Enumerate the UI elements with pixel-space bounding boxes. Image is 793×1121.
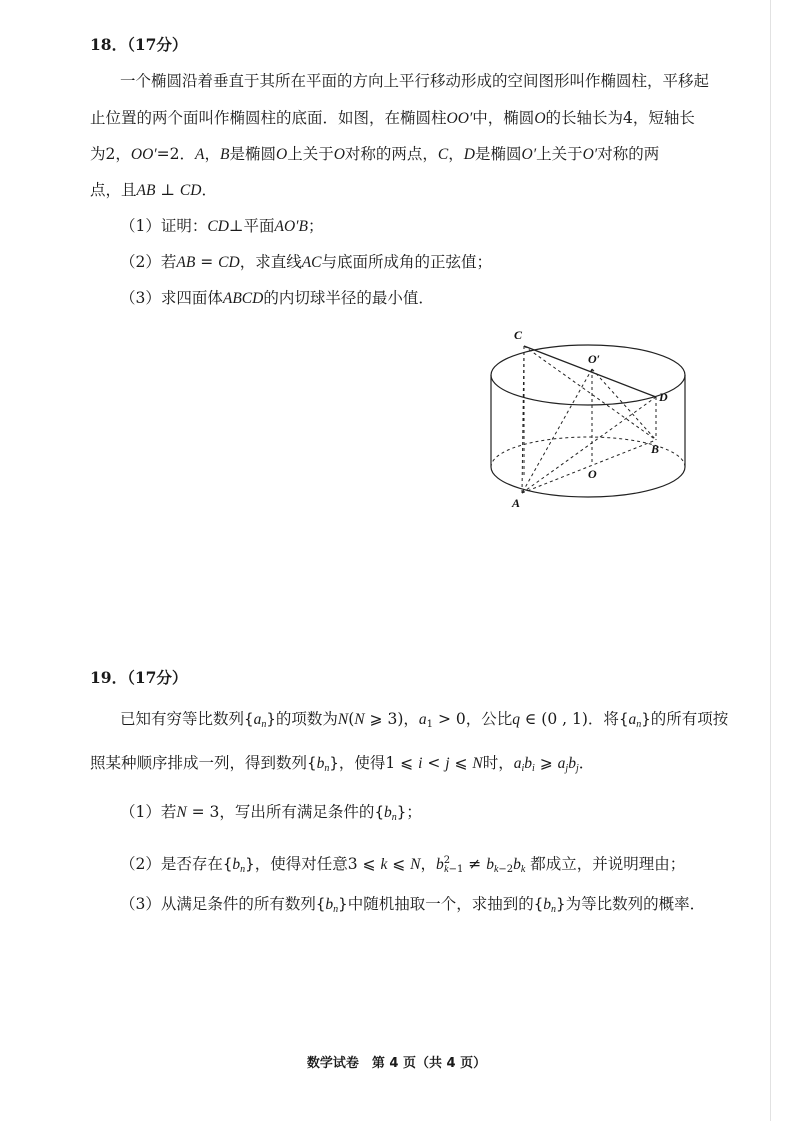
q18-intro-line-4: 点，且AB ⊥ CD． <box>90 181 217 199</box>
text: ， <box>403 710 419 728</box>
text: 上关于 <box>287 145 334 163</box>
q18-part-1: （1）证明：CD⊥平面AO′B； <box>120 217 324 235</box>
text: 点，且 <box>90 181 137 199</box>
text: 止位置的两个面叫作椭圆柱的底面．如图，在椭圆柱 <box>90 109 447 127</box>
q18-intro-line-3: 为2，OO′=2．A，B是椭圆O上关于O对称的两点，C，D是椭圆O′上关于O′对称的两 <box>90 145 660 163</box>
q19-part-2: （2）是否存在$\{b_n\}$，使得对任意3 ⩽ k ⩽ N，$b^2_{k-1} \ne b_{k-2}b_k$ 都成立，并说明理由； <box>120 855 686 875</box>
text: ， <box>204 145 220 163</box>
q19-part-3: （3）从满足条件的所有数列$\{b_n\}$中随机抽取一个，求抽到的$\{b_n\}$为等比数列的概率． <box>120 895 706 915</box>
text: （2）是否存在 <box>120 855 223 873</box>
label-a: A <box>512 496 521 510</box>
text: 与底面所成角的正弦值； <box>321 253 493 271</box>
label-b: B <box>651 442 660 456</box>
q18-part-2: （2）若AB = CD，求直线AC与底面所成角的正弦值； <box>120 253 493 271</box>
text: ，求直线 <box>239 253 302 271</box>
label-o: O <box>588 467 597 481</box>
text: 都成立，并说明理由； <box>530 855 686 873</box>
text: （2）若 <box>120 253 177 271</box>
text: 是椭圆 <box>474 145 522 163</box>
text: ．将 <box>587 710 619 728</box>
text: 的内切球半径的最小值． <box>263 289 434 307</box>
cylinder-svg <box>480 325 700 515</box>
label-o-prime: O′ <box>588 352 601 366</box>
text: （3）从满足条件的所有数列 <box>120 895 316 913</box>
text: 对称的两 <box>597 145 660 163</box>
text: （3）求四面体 <box>120 289 223 307</box>
text: 是椭圆 <box>229 145 276 163</box>
q19-part-1: （1）若N = 3，写出所有满足条件的$\{b_n\}$； <box>120 803 422 823</box>
page-edge <box>770 0 771 1121</box>
q18-number: 18．（17分） <box>90 35 188 54</box>
text: 为2， <box>90 145 131 163</box>
page-footer: 数学试卷 第 4 页（共 4 页） <box>306 1056 487 1071</box>
text: （1）证明： <box>120 217 208 235</box>
elliptic-cylinder-figure <box>480 325 700 515</box>
q19-line-1: 已知有穷等比数列$\{a_n\}$的项数为N(N ⩾ 3)，$a_1 > 0$，公比q ∈ (0 , 1)．将$\{a_n\}$的所有项按 <box>120 710 729 730</box>
text: ， <box>448 145 464 163</box>
text: 上关于 <box>536 145 583 163</box>
label-c: C <box>514 328 523 342</box>
text: ； <box>308 217 324 235</box>
text: 时， <box>482 754 514 772</box>
text: 的所有项按 <box>650 710 729 728</box>
text: 已知有穷等比数列 <box>120 710 245 728</box>
text: ⊥平面 <box>228 217 275 235</box>
text: ，使得对任意 <box>254 855 348 873</box>
text: ，使得 <box>338 754 386 772</box>
text: 的长轴长为4，短轴长 <box>545 109 695 127</box>
text: 中随机抽取一个，求抽到的 <box>347 895 534 913</box>
q18-intro-line-1: 一个椭圆沿着垂直于其所在平面的方向上平行移动形成的空间图形叫作椭圆柱，平移起 <box>120 72 710 90</box>
text: =2． <box>156 145 196 163</box>
q18-intro-line-2: 止位置的两个面叫作椭圆柱的底面．如图，在椭圆柱OO′中，椭圆O的长轴长为4，短轴长 <box>90 109 695 127</box>
label-d: D <box>659 390 668 404</box>
text: ； <box>406 803 422 821</box>
text: ． <box>578 754 595 772</box>
text: 对称的两点， <box>344 145 438 163</box>
text: 为等比数列的概率． <box>565 895 706 913</box>
text: ，写出所有满足条件的 <box>219 803 375 821</box>
text: 中，椭圆 <box>472 109 535 127</box>
text: ，公比 <box>465 710 513 728</box>
text: 照某种顺序排成一列，得到数列 <box>90 754 308 772</box>
q19-number: 19．（17分） <box>90 668 188 687</box>
text: 的项数为 <box>275 710 338 728</box>
text: ． <box>201 181 217 199</box>
text: ， <box>420 855 437 873</box>
text: （1）若 <box>120 803 177 821</box>
q18-part-3: （3）求四面体ABCD的内切球半径的最小值． <box>120 289 434 307</box>
q19-line-2: 照某种顺序排成一列，得到数列$\{b_n\}$，使得1 ⩽ i < j ⩽ N时，$a_ib_i$ ⩾ $a_jb_j$． <box>90 754 595 774</box>
